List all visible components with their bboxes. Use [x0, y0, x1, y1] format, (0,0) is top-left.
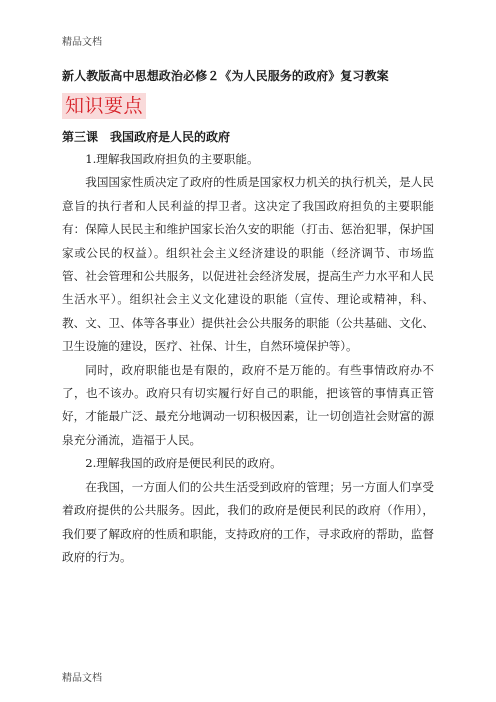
lesson-title: 第三课 我国政府是人民的政府 [62, 130, 231, 144]
paragraph: 我国国家性质决定了政府的性质是国家权力机关的执行机关，是人民意旨的执行者和人民利益的捍卫者。这决定了我国政府担负的主要职能有：保障人民民主和维护国家长治久安的职能（打击、惩治犯罪，保护国家或公民的权益）。组织社会主义经济建设的职能（经济调节、市场监管、社会管理和公共服务，以促进社会经济发展，提高生产力水平和人民生活水平）。组织社会主义文化建设的职能（宣传、理论或精神，科、教、文、卫、体等各事业）提供社会公共服务的职能（公共基础、文化、卫生设施的建设，医疗、社保、计生，自然环境保护等）。 [62, 175, 434, 354]
header-watermark-text: 精品文档 [62, 37, 102, 48]
body-text [62, 148, 434, 569]
section-banner: 知识要点 [62, 93, 146, 119]
paragraph: 在我国，一方面人们的公共生活受到政府的管理；另一方面人们享受着政府提供的公共服务。因此，我们的政府是便民利民的政府（作用），我们要了解政府的性质和职能，支持政府的工作，寻求政府的帮助，监督政府的行为。 [62, 479, 434, 564]
footer-watermark-text: 精品文档 [62, 673, 102, 684]
paragraph: 1.理解我国政府担负的主要职能。 [85, 152, 259, 166]
paragraph: 2.理解我国的政府是便民利民的政府。 [85, 456, 282, 471]
document-title: 新人教版高中思想政治必修２《为人民服务的政府》复习教案 [62, 69, 389, 83]
paragraph: 同时，政府职能也是有限的，政府不是万能的。有些事情政府办不了，也不该办。政府只有切实履行好自己的职能，把该管的事情真正管好，才能最广泛、最充分地调动一切积极因素，让一切创造社会财富的源泉充分涌流，造福于人民。 [62, 362, 434, 447]
